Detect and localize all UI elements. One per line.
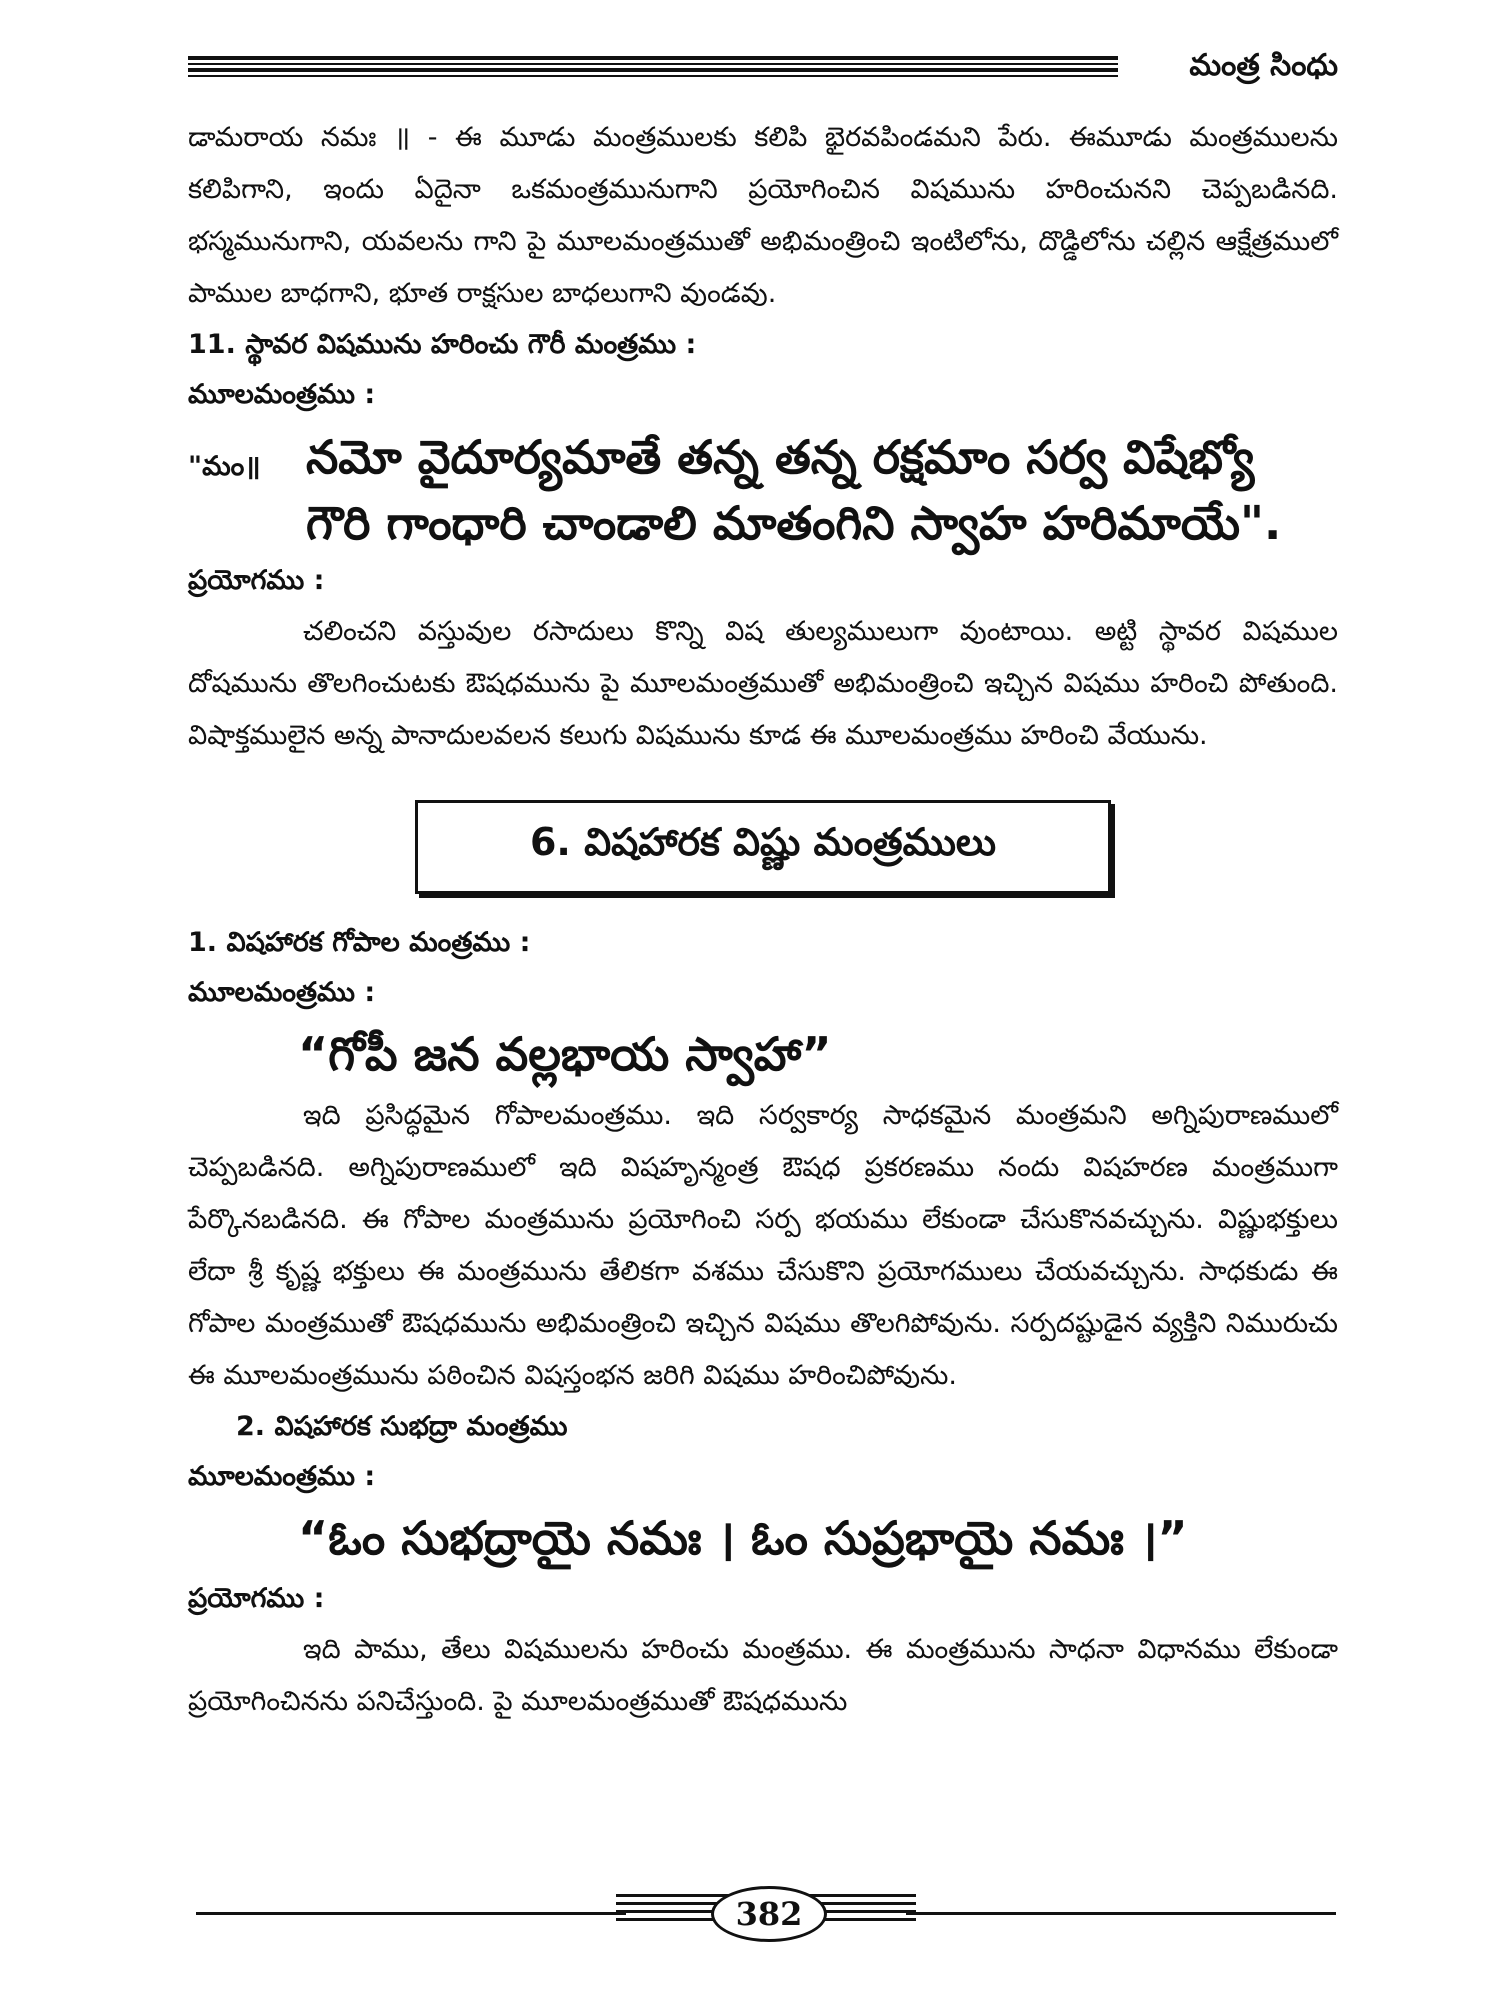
paragraph-sthavara: చలించని వస్తువుల రసాదులు కొన్ని విష తుల్యములుగా వుంటాయి. అట్టి స్థావర విషముల దోషమును తొలగించుటకు ఔషధమును పై మూలమంత్రముతో అభిమంత్రించి ఇచ్చిన విషము హరించి పోతుంది. విషాక్తములైన అన్న పానాదులవలన కలుగు విషమును కూడ ఈ మూలమంత్రము హరించి వేయును. <box>188 616 1338 751</box>
page-number: 382 <box>711 1886 827 1942</box>
section-title-box <box>415 800 1111 894</box>
heading-gauri-mantra: 11. స్థావర విషమును హరించు గౌరీ మంత్రము : <box>188 329 697 360</box>
label-mulamantra: మూలమంత్రము : <box>188 977 376 1008</box>
section-title: 6. విషహారక విష్ణు మంత్రములు <box>529 820 997 864</box>
running-header <box>188 46 1338 86</box>
paragraph-subhadra: ఇది పాము, తేలు విషములను హరించు మంత్రము. ఈ మంత్రమును సాధనా విధానము లేకుండా ప్రయోగించినను పనిచేస్తుంది. పై మూలమంత్రముతో ఔషధమును <box>188 1634 1338 1717</box>
label-mulamantra: మూలమంత్రము : <box>188 1461 376 1492</box>
mantra-gauri-line-1: నమో వైదూర్యమాతే తన్న తన్న రక్షమాం సర్వ విషేభ్యో <box>306 430 1255 484</box>
label-mulamantra: మూలమంత్రము : <box>188 379 376 410</box>
header-title: మంత్ర సింధు <box>1189 48 1338 83</box>
label-prayogamu: ప్రయోగము : <box>188 565 325 596</box>
mantra-gauri-line-2: గౌరి గాంధారి చాండాలి మాతంగిని స్వాహ హరిమాయే". <box>306 496 1282 550</box>
header-rules <box>188 56 1118 80</box>
page-content <box>188 112 1338 1728</box>
page-footer <box>196 1880 1336 1940</box>
footer-rule-left <box>196 1912 626 1915</box>
mantra-prefix: "మం॥ <box>188 451 261 482</box>
heading-subhadra-mantra: 2. విషహారక సుభద్రా మంత్రము <box>236 1411 568 1442</box>
paragraph-bhairava: డామరాయ నమః ॥ - ఈ మూడు మంత్రములకు కలిపి భైరవపిండమని పేరు. ఈమూడు మంత్రములను కలిపిగాని, ఇందు ఏదైనా ఒకమంత్రమునుగాని ప్రయోగించిన విషమును హరించునని చెప్పబడినది. భస్మమునుగాని, యవలను గాని పై మూలమంత్రముతో అభిమంత్రించి ఇంటిలోను, దొడ్డిలోను చల్లిన ఆక్షేత్రములో పాముల బాధగాని, భూత రాక్షసుల బాధలుగాని వుండవు. <box>188 122 1338 309</box>
mantra-gopala: “గోపీ జన వల్లభాయ స్వాహా” <box>298 1027 832 1081</box>
label-prayogamu: ప్రయోగము : <box>188 1583 325 1614</box>
mantra-gauri <box>188 424 1338 556</box>
mantra-subhadra: “ఓం సుభద్రాయై నమః । ఓం సుప్రభాయై నమః ।” <box>298 1511 1188 1565</box>
paragraph-gopala: ఇది ప్రసిద్ధమైన గోపాలమంత్రము. ఇది సర్వకార్య సాధకమైన మంత్రమని అగ్నిపురాణములో చెప్పబడినది. అగ్నిపురాణములో ఇది విషహృన్మంత్ర ఔషధ ప్రకరణము నందు విషహరణ మంత్రముగా పేర్కొనబడినది. ఈ గోపాల మంత్రమును ప్రయోగించి సర్ప భయము లేకుండా చేసుకొనవచ్చును. విష్ణుభక్తులు లేదా శ్రీ కృష్ణ భక్తులు ఈ మంత్రమును తేలికగా వశము చేసుకొని ప్రయోగములు చేయవచ్చును. సాధకుడు ఈ గోపాల మంత్రముతో ఔషధమును అభిమంత్రించి ఇచ్చిన విషము తొలగిపోవును. సర్పదష్టుడైన వ్యక్తిని నిమురుచు ఈ మూలమంత్రమును పఠించిన విషస్తంభన జరిగి విషము హరించిపోవును. <box>188 1100 1338 1391</box>
footer-rule-right <box>906 1912 1336 1915</box>
heading-gopala-mantra: 1. విషహారక గోపాల మంత్రము : <box>188 927 531 958</box>
